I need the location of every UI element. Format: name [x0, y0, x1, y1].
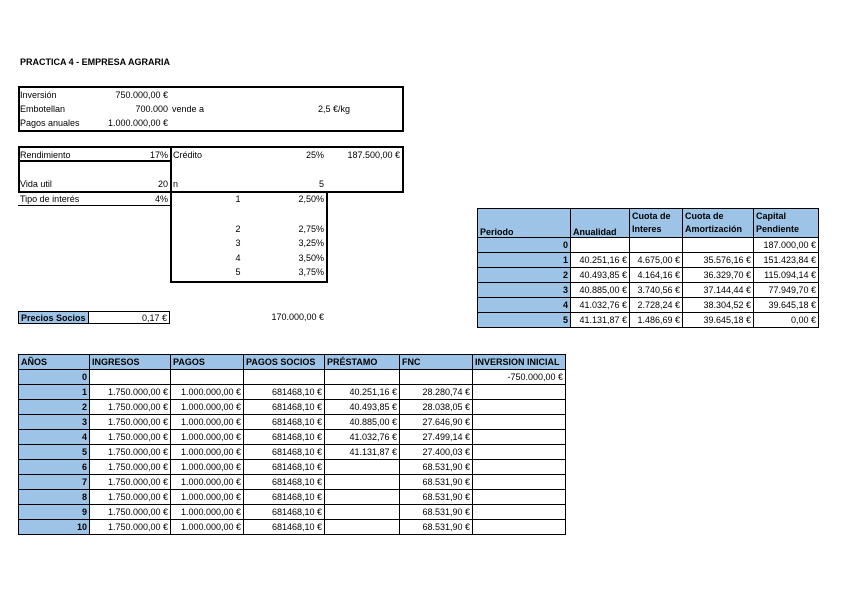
cash-cell[interactable]: 1.750.000,00 € — [90, 505, 171, 520]
cash-cell[interactable]: 1.000.000,00 € — [171, 460, 244, 475]
cash-header: PAGOS — [171, 355, 244, 370]
cash-header-row — [19, 355, 566, 370]
loan-cell[interactable]: 115.094,14 € — [754, 268, 819, 283]
loan-cell[interactable]: 4.675,00 € — [630, 253, 683, 268]
loan-table — [477, 208, 819, 328]
cash-cell[interactable]: 68.531,90 € — [400, 490, 473, 505]
tipo-value[interactable]: 4% — [154, 194, 168, 204]
inversion-value[interactable]: 750.000,00 € — [115, 90, 168, 100]
cash-cell[interactable] — [473, 415, 566, 430]
cash-cell[interactable]: 1.750.000,00 € — [90, 520, 171, 535]
cash-year: 1 — [19, 385, 90, 400]
cash-cell[interactable]: 1.000.000,00 € — [171, 505, 244, 520]
credito-amount: 187.500,00 € — [347, 150, 400, 160]
table-row — [19, 505, 566, 520]
loan-cell[interactable]: 151.423,84 € — [754, 253, 819, 268]
cash-cell[interactable] — [325, 460, 400, 475]
loan-header-anualidad: Anualidad — [571, 209, 630, 238]
cash-cell[interactable]: 681468,10 € — [244, 505, 325, 520]
rendimiento-value[interactable]: 17% — [149, 150, 168, 160]
loan-periodo: 1 — [478, 253, 571, 268]
price-value[interactable]: 2,5 €/kg — [317, 104, 350, 114]
vida-value[interactable]: 20 — [157, 179, 168, 189]
rate-year: 2 — [235, 224, 241, 234]
divider — [326, 193, 328, 283]
loan-periodo: 5 — [478, 313, 571, 328]
loan-cell[interactable]: 4.164,16 € — [630, 268, 683, 283]
rendimiento-label: Rendimiento — [20, 150, 71, 160]
cash-cell[interactable]: 68.531,90 € — [400, 505, 473, 520]
loan-periodo: 3 — [478, 283, 571, 298]
cash-cell[interactable]: -750.000,00 € — [473, 370, 566, 385]
sheet-title: PRACTICA 4 - EMPRESA AGRARIA — [20, 57, 171, 67]
cash-cell[interactable]: 41.131,87 € — [325, 445, 400, 460]
cash-cell[interactable]: 1.750.000,00 € — [90, 460, 171, 475]
cash-cell[interactable] — [473, 490, 566, 505]
vida-label: Vida util — [20, 179, 52, 189]
cash-cell[interactable]: 681468,10 € — [244, 385, 325, 400]
embotellan-label: Embotellan — [20, 104, 66, 114]
cash-cell[interactable] — [473, 400, 566, 415]
table-row — [19, 370, 566, 385]
tipo-label: Tipo de interés — [20, 194, 80, 204]
loan-cell[interactable]: 0,00 € — [754, 313, 819, 328]
table-row — [478, 313, 819, 328]
rate-year: 5 — [235, 267, 241, 277]
cash-year: 2 — [19, 400, 90, 415]
divider — [18, 205, 172, 206]
precios-label: Precios Socios — [18, 311, 88, 324]
rate-value[interactable]: 2,75% — [298, 224, 324, 234]
cash-cell[interactable] — [473, 475, 566, 490]
loan-cell[interactable] — [683, 238, 754, 253]
cash-cell[interactable]: 1.750.000,00 € — [90, 445, 171, 460]
credito-pct[interactable]: 25% — [305, 150, 324, 160]
loan-header-periodo: Periodo — [478, 209, 571, 238]
loan-cell[interactable]: 40.251,16 € — [571, 253, 630, 268]
loan-cell[interactable] — [630, 238, 683, 253]
cash-cell[interactable]: 27.646,90 € — [400, 415, 473, 430]
table-row — [478, 283, 819, 298]
cash-cell[interactable]: 28.038,05 € — [400, 400, 473, 415]
cash-cell[interactable] — [244, 370, 325, 385]
embotellan-value[interactable]: 700.000 — [135, 104, 168, 114]
rate-year: 1 — [235, 194, 241, 204]
cash-cell[interactable] — [400, 370, 473, 385]
cash-cell[interactable]: 1.000.000,00 € — [171, 520, 244, 535]
loan-cell[interactable]: 39.645,18 € — [754, 298, 819, 313]
cash-cell[interactable] — [473, 520, 566, 535]
cash-cell[interactable] — [325, 520, 400, 535]
loan-cell[interactable]: 1.486,69 € — [630, 313, 683, 328]
loan-cell[interactable]: 41.131,87 € — [571, 313, 630, 328]
cash-cell[interactable]: 1.750.000,00 € — [90, 400, 171, 415]
rate-value[interactable]: 2,50% — [298, 194, 324, 204]
loan-cell[interactable]: 40.493,85 € — [571, 268, 630, 283]
cash-cell[interactable]: 681468,10 € — [244, 460, 325, 475]
cash-cell[interactable]: 1.000.000,00 € — [171, 385, 244, 400]
cash-cell[interactable]: 1.750.000,00 € — [90, 385, 171, 400]
cash-cell[interactable]: 681468,10 € — [244, 490, 325, 505]
cash-cell[interactable]: 681468,10 € — [244, 475, 325, 490]
table-row — [478, 253, 819, 268]
loan-cell[interactable]: 36.329,70 € — [683, 268, 754, 283]
loan-cell[interactable]: 39.645,18 € — [683, 313, 754, 328]
cash-cell[interactable]: 1.000.000,00 € — [171, 490, 244, 505]
cash-cell[interactable]: 28.280,74 € — [400, 385, 473, 400]
cash-cell[interactable]: 1.750.000,00 € — [90, 415, 171, 430]
table-row — [478, 268, 819, 283]
table-row — [19, 385, 566, 400]
cash-year: 3 — [19, 415, 90, 430]
loan-periodo: 0 — [478, 238, 571, 253]
cash-header: INVERSION INICIAL — [473, 355, 566, 370]
cashflow-table — [18, 354, 566, 535]
cash-year: 4 — [19, 430, 90, 445]
credito-label: Crédito — [173, 150, 203, 160]
table-row — [19, 520, 566, 535]
loan-header-row — [478, 209, 819, 238]
cash-cell[interactable]: 1.000.000,00 € — [171, 415, 244, 430]
cash-year: 8 — [19, 490, 90, 505]
cash-year: 10 — [19, 520, 90, 535]
table-row — [19, 475, 566, 490]
cash-cell[interactable]: 1.750.000,00 € — [90, 430, 171, 445]
loan-cell[interactable]: 41.032,76 € — [571, 298, 630, 313]
loan-cell[interactable]: 40.885,00 € — [571, 283, 630, 298]
cash-cell[interactable] — [473, 430, 566, 445]
cash-cell[interactable]: 68.531,90 € — [400, 475, 473, 490]
table-row — [19, 430, 566, 445]
precios-value[interactable]: 0,17 € — [88, 311, 170, 324]
loan-header-capital: Capital Pendiente — [754, 209, 819, 238]
cash-year: 5 — [19, 445, 90, 460]
cash-header: INGRESOS — [90, 355, 171, 370]
rate-year: 4 — [235, 253, 241, 263]
cash-cell[interactable]: 40.885,00 € — [325, 415, 400, 430]
cash-cell[interactable] — [473, 505, 566, 520]
cash-cell[interactable] — [325, 505, 400, 520]
table-row — [19, 490, 566, 505]
loan-cell[interactable]: 37.144,44 € — [683, 283, 754, 298]
cash-header: PAGOS SOCIOS — [244, 355, 325, 370]
cash-cell[interactable]: 681468,10 € — [244, 415, 325, 430]
cash-cell[interactable]: 41.032,76 € — [325, 430, 400, 445]
loan-header-interes: Cuota de Interes — [630, 209, 683, 238]
loan-periodo: 4 — [478, 298, 571, 313]
cash-cell[interactable]: 27.400,03 € — [400, 445, 473, 460]
pagos-label: Pagos anuales — [20, 118, 80, 128]
cash-cell[interactable]: 1.000.000,00 € — [171, 445, 244, 460]
cash-cell[interactable]: 40.251,16 € — [325, 385, 400, 400]
cash-cell[interactable]: 681468,10 € — [244, 400, 325, 415]
rate-year: 3 — [235, 238, 241, 248]
cash-cell[interactable]: 1.750.000,00 € — [90, 475, 171, 490]
cash-cell[interactable]: 681468,10 € — [244, 430, 325, 445]
rate-value[interactable]: 3,75% — [298, 267, 324, 277]
cash-year: 9 — [19, 505, 90, 520]
n-value[interactable]: 5 — [318, 179, 324, 189]
table-row — [19, 400, 566, 415]
cash-cell[interactable]: 1.000.000,00 € — [171, 430, 244, 445]
cash-cell[interactable] — [325, 370, 400, 385]
cash-cell[interactable] — [325, 475, 400, 490]
loan-cell[interactable]: 77.949,70 € — [754, 283, 819, 298]
cash-cell[interactable] — [90, 370, 171, 385]
cash-year: 0 — [19, 370, 90, 385]
cash-header: FNC — [400, 355, 473, 370]
cash-cell[interactable] — [325, 490, 400, 505]
cash-cell[interactable] — [473, 445, 566, 460]
cash-header: PRÉSTAMO — [325, 355, 400, 370]
cash-cell[interactable] — [171, 370, 244, 385]
cash-cell[interactable]: 68.531,90 € — [400, 460, 473, 475]
cash-cell[interactable]: 681468,10 € — [244, 520, 325, 535]
cash-cell[interactable] — [473, 385, 566, 400]
loan-cell[interactable]: 38.304,52 € — [683, 298, 754, 313]
cash-cell[interactable]: 1.750.000,00 € — [90, 490, 171, 505]
cash-cell[interactable]: 1.000.000,00 € — [171, 475, 244, 490]
vende-label: vende a — [172, 104, 205, 114]
loan-cell[interactable]: 2.728,24 € — [630, 298, 683, 313]
cash-cell[interactable]: 40.493,85 € — [325, 400, 400, 415]
table-row — [19, 460, 566, 475]
rate-value[interactable]: 3,25% — [298, 238, 324, 248]
table-row — [19, 415, 566, 430]
precios-total: 170.000,00 € — [271, 312, 324, 322]
cash-cell[interactable] — [473, 460, 566, 475]
divider — [18, 160, 172, 162]
cash-year: 6 — [19, 460, 90, 475]
loan-periodo: 2 — [478, 268, 571, 283]
loan-cell[interactable] — [571, 238, 630, 253]
cash-cell[interactable]: 68.531,90 € — [400, 520, 473, 535]
table-row — [19, 445, 566, 460]
loan-cell[interactable]: 187.000,00 € — [754, 238, 819, 253]
loan-cell[interactable]: 35.576,16 € — [683, 253, 754, 268]
loan-cell[interactable]: 3.740,56 € — [630, 283, 683, 298]
divider — [170, 281, 328, 283]
cash-cell[interactable]: 681468,10 € — [244, 445, 325, 460]
table-row — [478, 238, 819, 253]
loan-header-amortizacion: Cuota de Amortización — [683, 209, 754, 238]
n-label: n — [173, 179, 179, 189]
cash-cell[interactable]: 1.000.000,00 € — [171, 400, 244, 415]
cash-cell[interactable]: 27.499,14 € — [400, 430, 473, 445]
cash-year: 7 — [19, 475, 90, 490]
cash-header: AÑOS — [19, 355, 90, 370]
divider — [170, 146, 172, 283]
rate-value[interactable]: 3,50% — [298, 253, 324, 263]
table-row — [478, 298, 819, 313]
pagos-value[interactable]: 1.000.000,00 € — [107, 118, 168, 128]
inversion-label: Inversión — [20, 90, 57, 100]
